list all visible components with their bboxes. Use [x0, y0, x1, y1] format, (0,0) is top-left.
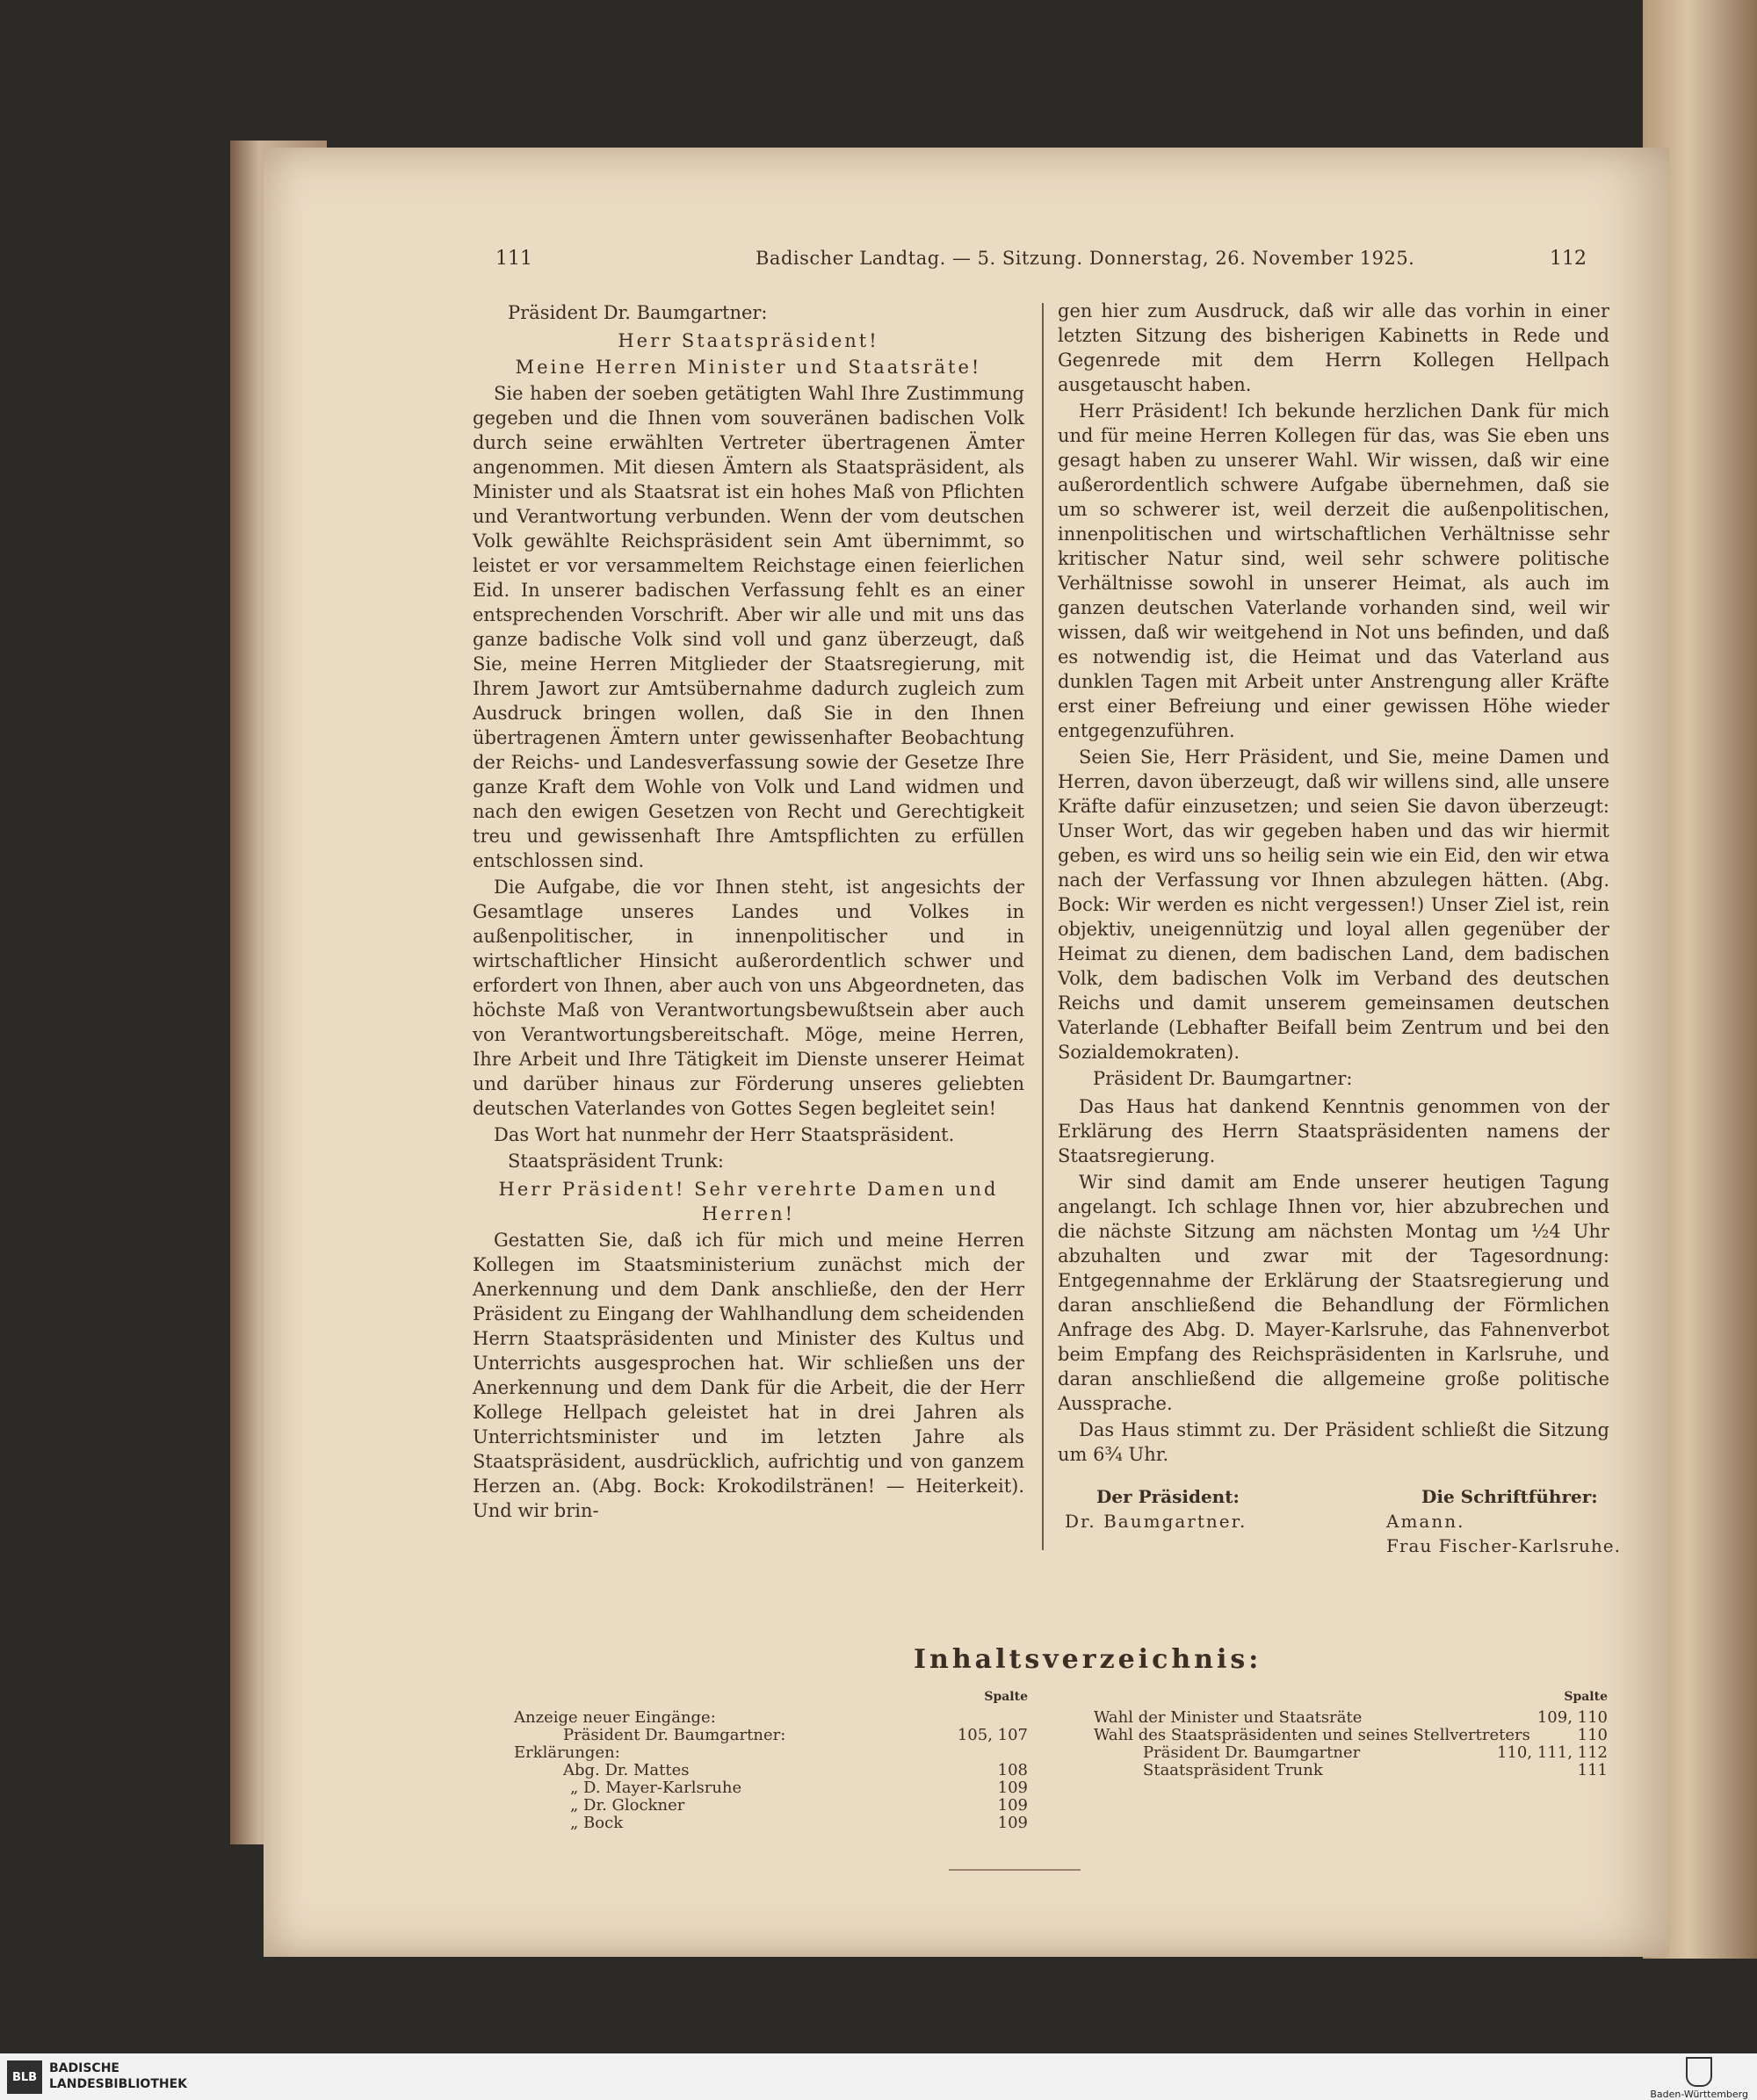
- toc-entry-label: Anzeige neuer Eingänge:: [514, 1708, 716, 1727]
- paragraph: Das Wort hat nunmehr der Herr Staatspräsident.: [494, 1124, 955, 1145]
- signature-secretaries: [1386, 1484, 1621, 1558]
- speaker-heading: Präsident Dr. Baumgartner:: [1093, 1068, 1353, 1089]
- toc-entry: [514, 1727, 1028, 1744]
- toc-entry: [1094, 1709, 1608, 1727]
- page-number-right: 112: [1550, 248, 1587, 270]
- toc-entry-value: 111: [1577, 1761, 1608, 1779]
- toc-column-label-left: Spalte: [984, 1690, 1028, 1704]
- president-name: Dr. Baumgartner.: [1065, 1511, 1247, 1532]
- state-label: Baden-Württemberg: [1650, 2089, 1748, 2100]
- toc-entry-label: Präsident Dr. Baumgartner:: [563, 1726, 786, 1744]
- toc-entry-value: 109, 110: [1536, 1708, 1608, 1727]
- signature-president: [1065, 1484, 1247, 1534]
- toc-left: [514, 1688, 1028, 1832]
- president-title: Der Präsident:: [1096, 1486, 1240, 1507]
- paragraph: Herr Präsident! Ich bekunde herzlichen Dank für mich und für meine Herren Kollegen für das, was Sie eben uns gesagt haben zu unserer Wahl. Wir wissen, daß wir eine außerordentlich schwere Aufgabe übernehmen, daß sie um so schwerer ist, weil derzeit die außenpolitischen, innenpolitischen und wirtschaftlichen Verhältnisse sehr kritischer Natur sind, weil sehr schwere politische Verhältnisse sowohl in unserer Heimat, als auch im ganzen deutschen Vaterlande vorhanden sind, weil wir wissen, daß wir weitgehend in Not uns befinden, und daß es notwendig ist, die Heimat und das Vaterland aus dunklen Tagen mit Arbeit unter Anstrengung aller Kräfte erst einer Befreiung und einer gewissen Höhe wieder entgegenzuführen.: [1058, 401, 1609, 741]
- toc-entry: [1094, 1727, 1608, 1744]
- toc-entry-value: 110: [1577, 1726, 1608, 1744]
- crest-icon: [1686, 2057, 1712, 2087]
- toc-entry: [1094, 1744, 1608, 1762]
- secretary-2: Frau Fischer-Karlsruhe.: [1386, 1535, 1621, 1556]
- toc-entry-label: Abg. Dr. Mattes: [563, 1761, 690, 1779]
- toc-entry-label: „ Bock: [570, 1814, 624, 1832]
- paragraph: Die Aufgabe, die vor Ihnen steht, ist angesichts der Gesamtlage unseres Landes und Volkes in außenpolitischer, in innenpolitischer und in wirtschaftlicher Hinsicht außerordentlich schwer und erfordert von Ihnen, aber auch von uns Abgeordneten, das höchste Maß von Verantwortungsbewußtsein aber auch von Verantwortungsbereitschaft. Möge, meine Herren, Ihre Arbeit und Ihre Tätigkeit im Dienste unserer Heimat und darüber hinaus zur Förderung unseres geliebten deutschen Vaterlandes von Gottes Segen begleitet sein!: [473, 877, 1024, 1119]
- secretary-1: Amann.: [1386, 1511, 1465, 1532]
- toc-entry-label: Wahl der Minister und Staatsräte: [1094, 1708, 1363, 1727]
- paragraph: gen hier zum Ausdruck, daß wir alle das vorhin in einer letzten Sitzung des bisherigen Kabinetts in Rede und Gegenrede mit dem Herrn Kollegen Hellpach ausgetauscht haben.: [1058, 300, 1609, 395]
- toc-title: Inhaltsverzeichnis:: [914, 1644, 1262, 1675]
- speaker-heading: Staatspräsident Trunk:: [508, 1151, 724, 1172]
- running-title: Badischer Landtag. — 5. Sitzung. Donnerstag, 26. November 1925.: [756, 248, 1415, 269]
- paragraph: Sie haben der soeben getätigten Wahl Ihre Zustimmung gegeben und die Ihnen vom souveränen badischen Volk durch seine erwählten Vertreter übertragenen Ämter angenommen. Mit diesen Ämtern als Staatspräsident, als Minister und als Staatsrat ist ein hohes Maß von Pflichten und Verantwortung verbunden. Wenn der vom deutschen Volk gewählte Reichspräsident sein Amt übernimmt, so leistet er vor versammeltem Reichstage einen feierlichen Eid. In unserer badischen Verfassung fehlt es an einer entsprechenden Vorschrift. Aber wir alle und mit uns das ganze badische Volk sind voll und ganz überzeugt, daß Sie, meine Herren Mitglieder der Staatsregierung, mit Ihrem Jawort zur Amtsübernahme dadurch zugleich zum Ausdruck bringen wollen, daß Sie in den Ihnen übertragenen Ämtern unter gewissenhafter Beobachtung der Reichs- und Landesverfassung sowie der Gesetze Ihre ganze Kraft dem Wohle von Volk und Land widmen und nach den ewigen Gesetzen von Recht und Gerechtigkeit treu und gewissenhaft Ihre Amtspflichten zu erfüllen entschlossen sind.: [473, 383, 1024, 871]
- paragraph: Seien Sie, Herr Präsident, und Sie, meine Damen und Herren, davon überzeugt, daß wir willens sind, alle unsere Kräfte dafür einzusetzen; und seien Sie davon überzeugt: Unser Wort, das wir gegeben haben und das wir hiermit geben, es wird uns so heilig sein wie ein Eid, den wir etwa nach der Verfassung vor Ihnen abzulegen hätten. (Abg. Bock: Wir werden es nicht vergessen!) Unser Ziel ist, rein objektiv, uneigennützig und loyal allen gegenüber der Heimat zu dienen, dem badischen Land, dem badischen Volk, dem badischen Volk im Verband des deutschen Reichs und damit unserem gemeinsamen deutschen Vaterlande (Lebhafter Beifall beim Zentrum und bei den Sozialdemokraten).: [1058, 747, 1609, 1063]
- toc-entry-label: „ D. Mayer-Karlsruhe: [570, 1779, 742, 1797]
- speaker-heading: Präsident Dr. Baumgartner:: [508, 302, 768, 323]
- toc-entry: [514, 1744, 1028, 1762]
- salutation: Herr Staatspräsident!: [618, 330, 879, 351]
- toc-entry-value: 109: [997, 1814, 1028, 1832]
- library-name: [49, 2060, 187, 2092]
- toc-entry: [514, 1709, 1028, 1727]
- toc-entry-value: 109: [997, 1779, 1028, 1797]
- paragraph: Das Haus stimmt zu. Der Präsident schließt die Sitzung um 6¾ Uhr.: [1058, 1419, 1609, 1465]
- page-number-left: 111: [495, 248, 532, 270]
- toc-entry-value: 110, 111, 112: [1497, 1743, 1608, 1762]
- library-name-line2: LANDESBIBLIOTHEK: [49, 2077, 188, 2091]
- secretaries-title: Die Schriftführer:: [1421, 1486, 1598, 1507]
- toc-entry: [514, 1779, 1028, 1797]
- paragraph: Das Haus hat dankend Kenntnis genommen von der Erklärung des Herrn Staatspräsidenten namens der Staatsregierung.: [1058, 1096, 1609, 1166]
- toc-entry-label: Präsident Dr. Baumgartner: [1143, 1743, 1361, 1762]
- toc-entry-value: 109: [997, 1796, 1028, 1815]
- state-logo: [1650, 2057, 1748, 2100]
- toc-entry-label: „ Dr. Glockner: [570, 1796, 685, 1815]
- toc-entry: [514, 1797, 1028, 1815]
- toc-right: [1094, 1688, 1608, 1779]
- text-column-right: [1058, 299, 1609, 1469]
- toc-entry-label: Wahl des Staatspräsidenten und seines Stellvertreters: [1094, 1726, 1530, 1744]
- column-divider: [1042, 303, 1044, 1550]
- blb-logo-icon: BLB: [7, 2060, 42, 2094]
- salutation: Meine Herren Minister und Staatsräte!: [515, 357, 982, 378]
- toc-entry-value: 105, 107: [957, 1726, 1028, 1744]
- footer-bar: [0, 2053, 1757, 2100]
- closing-rule: [949, 1869, 1081, 1871]
- toc-entry-label: Erklärungen:: [514, 1743, 620, 1762]
- library-name-line1: BADISCHE: [49, 2061, 119, 2075]
- toc-column-label-right: Spalte: [1564, 1690, 1608, 1704]
- toc-entry-label: Staatspräsident Trunk: [1143, 1761, 1323, 1779]
- salutation: Herr Präsident! Sehr verehrte Damen und Herren!: [498, 1179, 999, 1224]
- toc-entry: [1094, 1762, 1608, 1779]
- text-column-left: [473, 299, 1024, 1525]
- paragraph: Gestatten Sie, daß ich für mich und meine Herren Kollegen im Staatsministerium zunächst mich der Anerkennung und dem Dank anschließe, den der Herr Präsident zu Eingang der Wahlhandlung dem scheidenden Herrn Staatspräsidenten und Minister des Kultus und Unterrichts ausgesprochen hat. Wir schließen uns der Anerkennung und dem Dank für die Arbeit, die der Herr Kollege Hellpach geleistet hat in drei Jahren als Unterrichtsminister und im letzten Jahre als Staatspräsident, ausdrücklich, aufrichtig und von ganzem Herzen an. (Abg. Bock: Krokodilstränen! — Heiterkeit). Und wir brin-: [473, 1230, 1024, 1521]
- toc-entry: [514, 1762, 1028, 1779]
- toc-entry: [514, 1815, 1028, 1832]
- paragraph: Wir sind damit am Ende unserer heutigen Tagung angelangt. Ich schlage Ihnen vor, hier abzubrechen und die nächste Sitzung am nächsten Montag um ½4 Uhr abzuhalten und zwar mit der Tagesordnung: Entgegennahme der Erklärung der Staatsregierung und daran anschließend die Behandlung der Förmlichen Anfrage des Abg. D. Mayer-Karlsruhe, das Fahnenverbot beim Empfang des Reichspräsidenten in Karlsruhe, und daran anschließend die allgemeine große politische Aussprache.: [1058, 1172, 1609, 1414]
- toc-entry-value: 108: [997, 1761, 1028, 1779]
